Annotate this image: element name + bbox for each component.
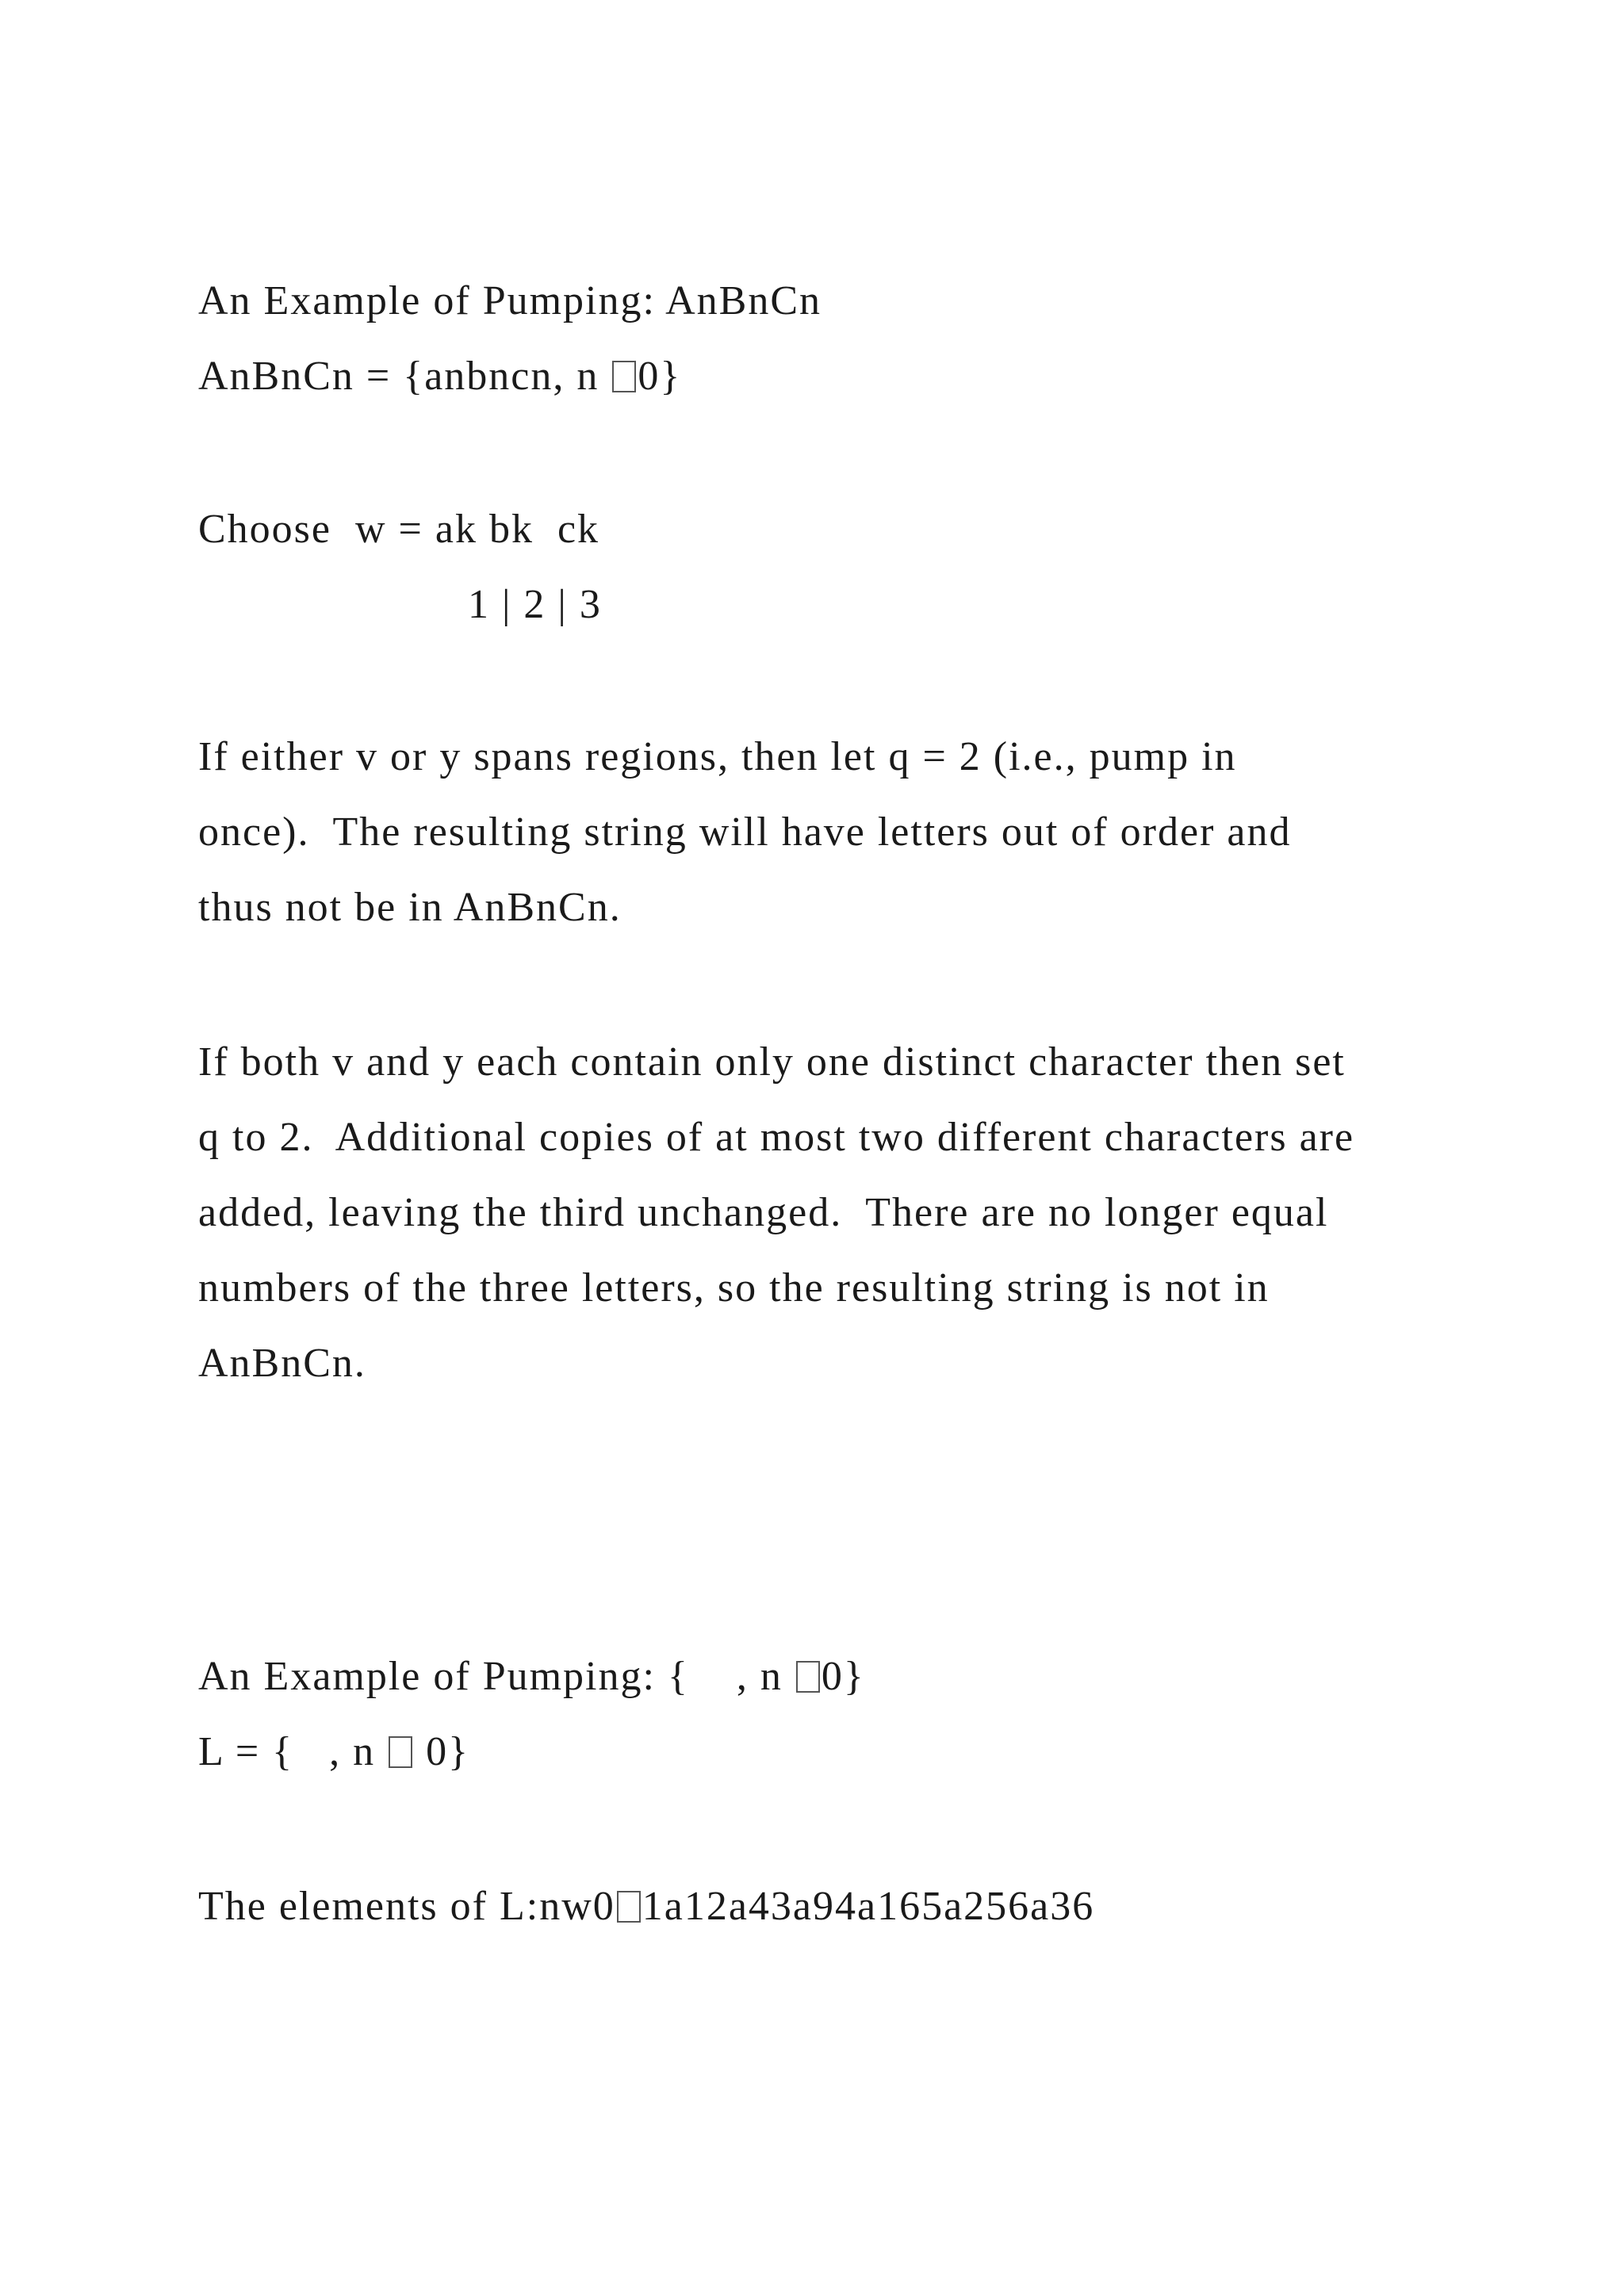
section1-definition — [198, 353, 681, 400]
elements-line — [198, 1883, 1094, 1931]
paragraph1-line-2: once). The resulting string will have letters out of order and — [198, 809, 1292, 855]
elements-suffix: 1a12a43a94a165a256a36 — [642, 1884, 1095, 1929]
missing-glyph-box-icon — [389, 1736, 412, 1768]
paragraph2-line-5: AnBnCn. — [198, 1341, 366, 1386]
paragraph2-line-2: q to 2. Additional copies of at most two different characters are — [198, 1115, 1355, 1160]
section2-heading-suffix: 0} — [821, 1654, 865, 1699]
section2-definition-prefix: L = { , n — [198, 1729, 388, 1774]
regions-line: 1 | 2 | 3 — [468, 582, 602, 627]
missing-glyph-box-icon — [796, 1661, 820, 1693]
elements-prefix: The elements of L:nw0 — [198, 1884, 615, 1929]
paragraph1-line-3: thus not be in AnBnCn. — [198, 885, 622, 930]
paragraph2-line-3: added, leaving the third unchanged. There are no longer equal — [198, 1190, 1329, 1235]
paragraph2-line-4: numbers of the three letters, so the resulting string is not in — [198, 1265, 1270, 1311]
section1-heading: An Example of Pumping: AnBnCn — [198, 278, 822, 323]
section2-definition — [198, 1728, 469, 1776]
section2-definition-suffix: 0} — [414, 1729, 470, 1774]
paragraph2-line-1: If both v and y each contain only one distinct character then set — [198, 1039, 1346, 1085]
section2-heading — [198, 1653, 865, 1701]
missing-glyph-box-icon — [617, 1891, 641, 1923]
missing-glyph-box-icon — [612, 361, 636, 392]
paragraph1-line-1: If either v or y spans regions, then let q = 2 (i.e., pump in — [198, 734, 1237, 779]
choose-line: Choose w = ak bk ck — [198, 507, 600, 552]
section2-heading-prefix: An Example of Pumping: { , n — [198, 1654, 795, 1699]
section1-definition-prefix: AnBnCn = {anbncn, n — [198, 354, 611, 399]
section1-definition-suffix: 0} — [638, 354, 682, 399]
